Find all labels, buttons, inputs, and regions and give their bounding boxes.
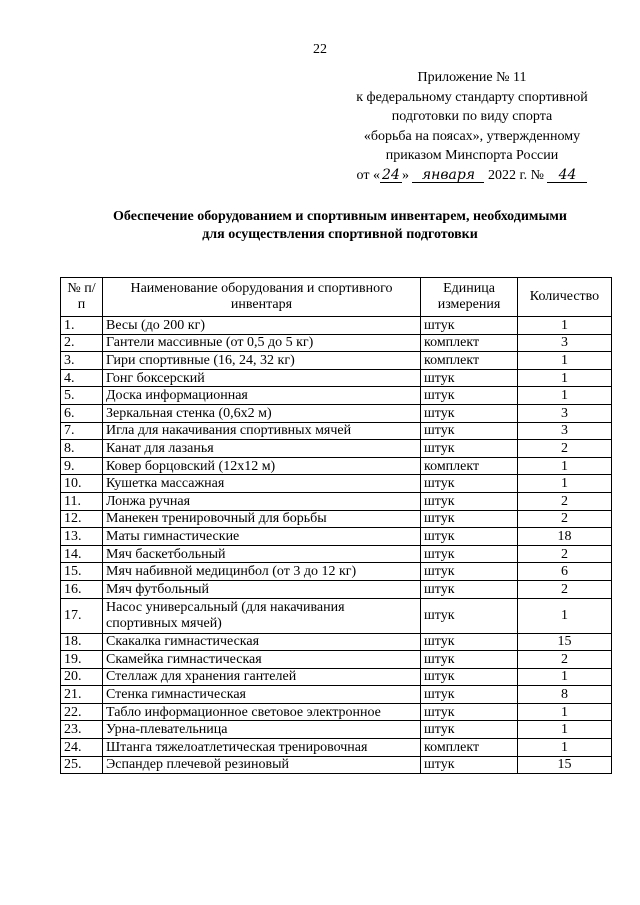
table-row (61, 457, 612, 475)
table-row (61, 703, 612, 721)
table-row (61, 334, 612, 352)
row-unit: комплект (421, 739, 518, 757)
row-name: Мяч набивной медицинбол (от 3 до 12 кг) (103, 563, 421, 581)
row-number: 24. (61, 739, 103, 757)
row-quantity: 1 (518, 668, 612, 686)
date-year: 2022 г. № (487, 167, 544, 183)
row-name: Гири спортивные (16, 24, 32 кг) (103, 352, 421, 370)
row-name: Ковер борцовский (12x12 м) (103, 457, 421, 475)
row-unit: штук (421, 404, 518, 422)
row-unit: штук (421, 317, 518, 335)
row-quantity: 1 (518, 352, 612, 370)
date-month: января (412, 168, 484, 183)
row-name: Мяч баскетбольный (103, 545, 421, 563)
row-number: 13. (61, 528, 103, 546)
row-quantity: 1 (518, 457, 612, 475)
row-quantity: 3 (518, 422, 612, 440)
appendix-line: приказом Минспорта России (385, 148, 559, 163)
appendix-line: подготовки по виду спорта (391, 109, 553, 124)
row-number: 18. (61, 633, 103, 651)
table-row (61, 317, 612, 335)
order-date-line (338, 166, 606, 186)
order-number: 44 (547, 168, 587, 183)
row-name: Табло информационное световое электронное (103, 703, 421, 721)
row-number: 22. (61, 703, 103, 721)
table-row (61, 352, 612, 370)
row-name: Мяч футбольный (103, 580, 421, 598)
row-quantity: 1 (518, 317, 612, 335)
row-quantity: 2 (518, 545, 612, 563)
header-name: Наименование оборудования и спортивного инвентаря (103, 278, 421, 317)
row-quantity: 6 (518, 563, 612, 581)
page-number: 22 (313, 42, 327, 57)
row-quantity: 18 (518, 528, 612, 546)
equipment-table (60, 277, 612, 774)
appendix-line: «борьба на поясах», утвержденному (363, 128, 581, 144)
row-unit: штук (421, 686, 518, 704)
row-name: Насос универсальный (для накачивания спортивных мячей) (103, 598, 421, 633)
title-line: Обеспечение оборудованием и спортивным инвентарем, необходимыми (113, 209, 567, 224)
row-unit: штук (421, 440, 518, 458)
date-day: 24 (380, 168, 402, 183)
row-number: 20. (61, 668, 103, 686)
row-quantity: 1 (518, 739, 612, 757)
row-name: Канат для лазанья (103, 440, 421, 458)
row-number: 23. (61, 721, 103, 739)
row-unit: штук (421, 703, 518, 721)
row-name: Эспандер плечевой резиновый (103, 756, 421, 774)
row-name: Весы (до 200 кг) (103, 317, 421, 335)
row-number: 15. (61, 563, 103, 581)
row-name: Скакалка гимнастическая (103, 633, 421, 651)
row-unit: штук (421, 475, 518, 493)
table-header-row (61, 278, 612, 317)
table-row (61, 404, 612, 422)
row-unit: штук (421, 563, 518, 581)
row-unit: штук (421, 633, 518, 651)
row-quantity: 1 (518, 369, 612, 387)
table-row (61, 563, 612, 581)
row-quantity: 2 (518, 651, 612, 669)
row-number: 4. (61, 369, 103, 387)
table-row (61, 440, 612, 458)
row-unit: штук (421, 651, 518, 669)
row-name: Стеллаж для хранения гантелей (103, 668, 421, 686)
row-name: Штанга тяжелоатлетическая тренировочная (103, 739, 421, 757)
table-row (61, 545, 612, 563)
row-unit: штук (421, 580, 518, 598)
row-number: 19. (61, 651, 103, 669)
row-quantity: 2 (518, 510, 612, 528)
row-unit: штук (421, 510, 518, 528)
row-unit: комплект (421, 334, 518, 352)
row-name: Доска информационная (103, 387, 421, 405)
row-unit: штук (421, 545, 518, 563)
row-number: 8. (61, 440, 103, 458)
row-quantity: 2 (518, 492, 612, 510)
row-number: 5. (61, 387, 103, 405)
row-name: Кушетка массажная (103, 475, 421, 493)
row-name: Игла для накачивания спортивных мячей (103, 422, 421, 440)
row-quantity: 15 (518, 633, 612, 651)
row-number: 25. (61, 756, 103, 774)
row-unit: штук (421, 387, 518, 405)
row-quantity: 2 (518, 440, 612, 458)
row-unit: штук (421, 598, 518, 633)
row-unit: комплект (421, 352, 518, 370)
row-unit: штук (421, 528, 518, 546)
appendix-line: к федеральному стандарту спортивной (356, 89, 588, 105)
table-row (61, 528, 612, 546)
row-quantity: 3 (518, 404, 612, 422)
appendix-block (338, 68, 606, 185)
row-unit: штук (421, 668, 518, 686)
row-name: Маты гимнастические (103, 528, 421, 546)
table-row (61, 510, 612, 528)
row-number: 1. (61, 317, 103, 335)
header-num: № п/п (61, 278, 103, 317)
row-quantity: 1 (518, 387, 612, 405)
table-row (61, 686, 612, 704)
row-number: 21. (61, 686, 103, 704)
row-quantity: 1 (518, 598, 612, 633)
row-number: 17. (61, 598, 103, 633)
row-number: 14. (61, 545, 103, 563)
table-row (61, 475, 612, 493)
row-name: Гонг боксерский (103, 369, 421, 387)
row-number: 9. (61, 457, 103, 475)
row-name: Гантели массивные (от 0,5 до 5 кг) (103, 334, 421, 352)
date-mid: » (401, 167, 409, 183)
row-quantity: 1 (518, 475, 612, 493)
row-unit: штук (421, 369, 518, 387)
row-unit: комплект (421, 457, 518, 475)
row-number: 12. (61, 510, 103, 528)
row-number: 6. (61, 404, 103, 422)
row-number: 2. (61, 334, 103, 352)
row-unit: штук (421, 422, 518, 440)
table-row (61, 633, 612, 651)
table-body (61, 317, 612, 774)
appendix-title: Приложение № 11 (417, 70, 527, 85)
table-row (61, 721, 612, 739)
table-row (61, 422, 612, 440)
date-prefix: от « (356, 167, 380, 183)
row-number: 7. (61, 422, 103, 440)
table-row (61, 387, 612, 405)
title-line: для осуществления спортивной подготовки (202, 227, 478, 242)
table-row (61, 492, 612, 510)
row-quantity: 3 (518, 334, 612, 352)
row-unit: штук (421, 721, 518, 739)
row-name: Урна-плевательница (103, 721, 421, 739)
row-quantity: 1 (518, 721, 612, 739)
table-row (61, 580, 612, 598)
row-quantity: 8 (518, 686, 612, 704)
table-row (61, 651, 612, 669)
document-title (70, 208, 610, 244)
row-unit: штук (421, 492, 518, 510)
row-number: 10. (61, 475, 103, 493)
row-quantity: 15 (518, 756, 612, 774)
table-row (61, 668, 612, 686)
row-name: Зеркальная стенка (0,6x2 м) (103, 404, 421, 422)
table-row (61, 598, 612, 633)
row-name: Стенка гимнастическая (103, 686, 421, 704)
row-unit: штук (421, 756, 518, 774)
header-unit: Единица измерения (421, 278, 518, 317)
row-name: Манекен тренировочный для борьбы (103, 510, 421, 528)
row-quantity: 1 (518, 703, 612, 721)
row-number: 16. (61, 580, 103, 598)
row-number: 3. (61, 352, 103, 370)
table-row (61, 369, 612, 387)
table-row (61, 739, 612, 757)
row-name: Скамейка гимнастическая (103, 651, 421, 669)
table-row (61, 756, 612, 774)
row-name: Лонжа ручная (103, 492, 421, 510)
row-number: 11. (61, 492, 103, 510)
header-qty: Количество (518, 278, 612, 317)
row-quantity: 2 (518, 580, 612, 598)
